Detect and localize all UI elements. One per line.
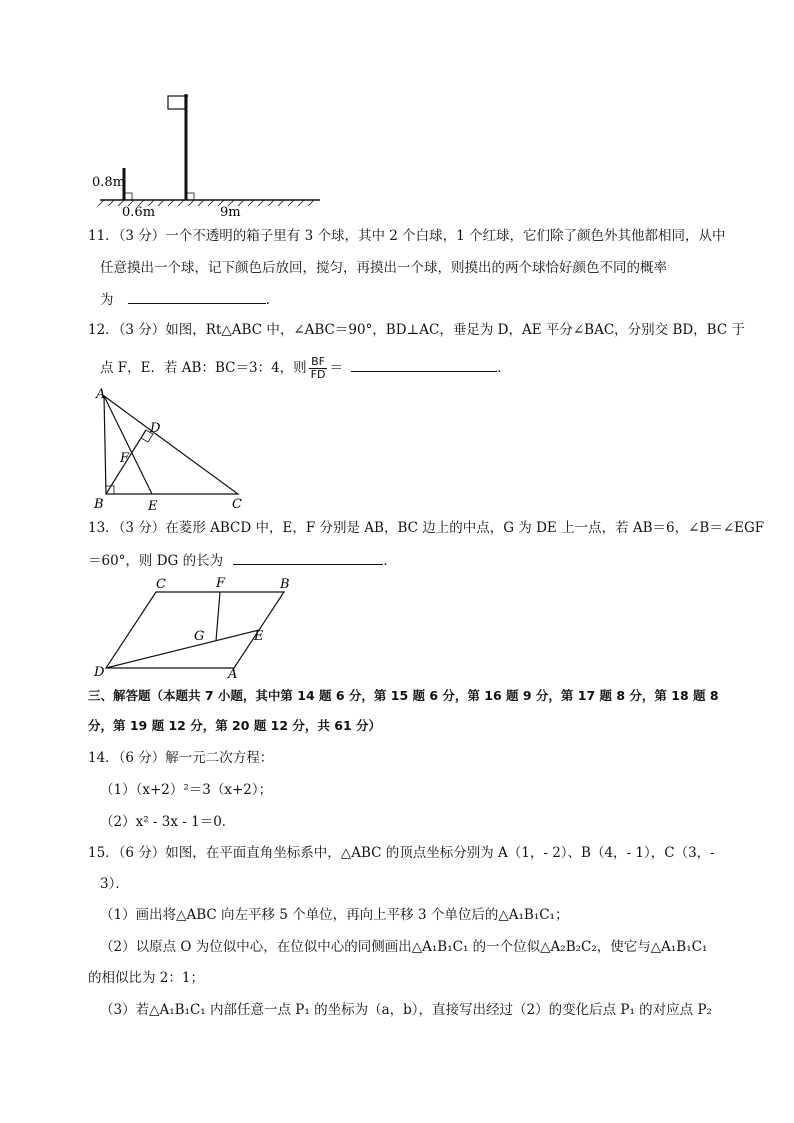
q14-item1: （1）（x+2）²＝3（x+2）；	[100, 782, 273, 798]
q12-line1: 12．（3 分）如图，Rt△ABC 中，∠ABC＝90°，BD⊥AC，垂足为 D，AE 平分∠BAC，分别交 BD，BC 于	[88, 322, 745, 338]
distance-label: 9m	[220, 205, 241, 218]
q15-item1: （1）画出将△ABC 向左平移 5 个单位，再向上平移 3 个单位后的△A₁B₁C₁；	[100, 907, 569, 923]
q11-answer-blank[interactable]	[128, 289, 266, 304]
q11-line1: 11．（3 分）一个不透明的箱子里有 3 个球，其中 2 个白球，1 个红球，它们除了颜色外其他都相同，从中	[88, 228, 726, 244]
q12-fraction: $\frac{BF}{FD}$	[310, 355, 326, 381]
section3-heading-line2: 分，第 19 题 12 分，第 20 题 12 分，共 61 分）	[88, 718, 381, 733]
q15-line2: 3）．	[100, 876, 129, 892]
shadow-length-label: 0.6m	[122, 205, 156, 218]
q12-label-e: E	[148, 499, 158, 512]
q13-label-e: E	[254, 629, 264, 644]
q14-title: 14．（6 分）解一元二次方程：	[88, 750, 274, 766]
q13-line2: ＝60°，则 DG 的长为 ．	[88, 550, 397, 571]
q12-triangle-figure	[88, 384, 258, 512]
q15-item2-line2: 的相似比为 2：1；	[88, 970, 204, 986]
q13-answer-blank[interactable]	[233, 550, 383, 565]
q12-answer-blank[interactable]	[351, 357, 497, 372]
q15-item3: （3）若△A₁B₁C₁ 内部任意一点 P₁ 的坐标为（a，b），直接写出经过（2）的变化后点 P₁ 的对应点 P₂	[100, 1002, 712, 1018]
q11-line3: 为 ．	[100, 289, 279, 310]
q13-label-f: F	[216, 576, 226, 591]
q13-label-b: B	[280, 577, 290, 592]
q13-line1: 13．（3 分）在菱形 ABCD 中，E，F 分别是 AB，BC 边上的中点，G 为 DE 上一点，若 AB＝6，∠B＝∠EGF	[88, 520, 765, 536]
q14-item2: （2）x² - 3x - 1＝0．	[100, 814, 236, 830]
q15-line1: 15．（6 分）如图，在平面直角坐标系中，△ABC 的顶点坐标分别为 A（1，- 2）、B（4，- 1），C（3，-	[88, 845, 715, 861]
q13-label-a: A	[228, 667, 238, 680]
flagpole-figure	[88, 88, 328, 218]
q13-label-d: D	[94, 665, 105, 680]
q12-label-c: C	[232, 497, 242, 512]
stick-height-label: 0.8m	[92, 175, 126, 190]
q15-item2-line1: （2）以原点 O 为位似中心，在位似中心的同侧画出△A₁B₁C₁ 的一个位似△A₂B₂C₂，使它与△A₁B₁C₁	[100, 939, 708, 955]
q13-label-c: C	[156, 577, 166, 592]
q12-label-b: B	[94, 497, 104, 512]
q12-label-d: D	[150, 421, 161, 436]
q12-label-a: A	[96, 387, 106, 402]
q12-line2: 点 F，E．若 AB：BC＝3：4，则 $\frac{BF}{FD}$ ＝ ．	[100, 355, 511, 381]
q11-line2: 任意摸出一个球，记下颜色后放回，搅匀，再摸出一个球，则摸出的两个球恰好颜色不同的概率	[100, 260, 667, 276]
q12-label-f: F	[120, 451, 130, 466]
q13-rhombus-figure	[88, 574, 308, 680]
q13-label-g: G	[194, 629, 205, 644]
section3-heading-line1: 三、解答题（本题共 7 小题，其中第 14 题 6 分，第 15 题 6 分，第 16 题 9 分，第 17 题 8 分，第 18 题 8	[88, 688, 719, 703]
